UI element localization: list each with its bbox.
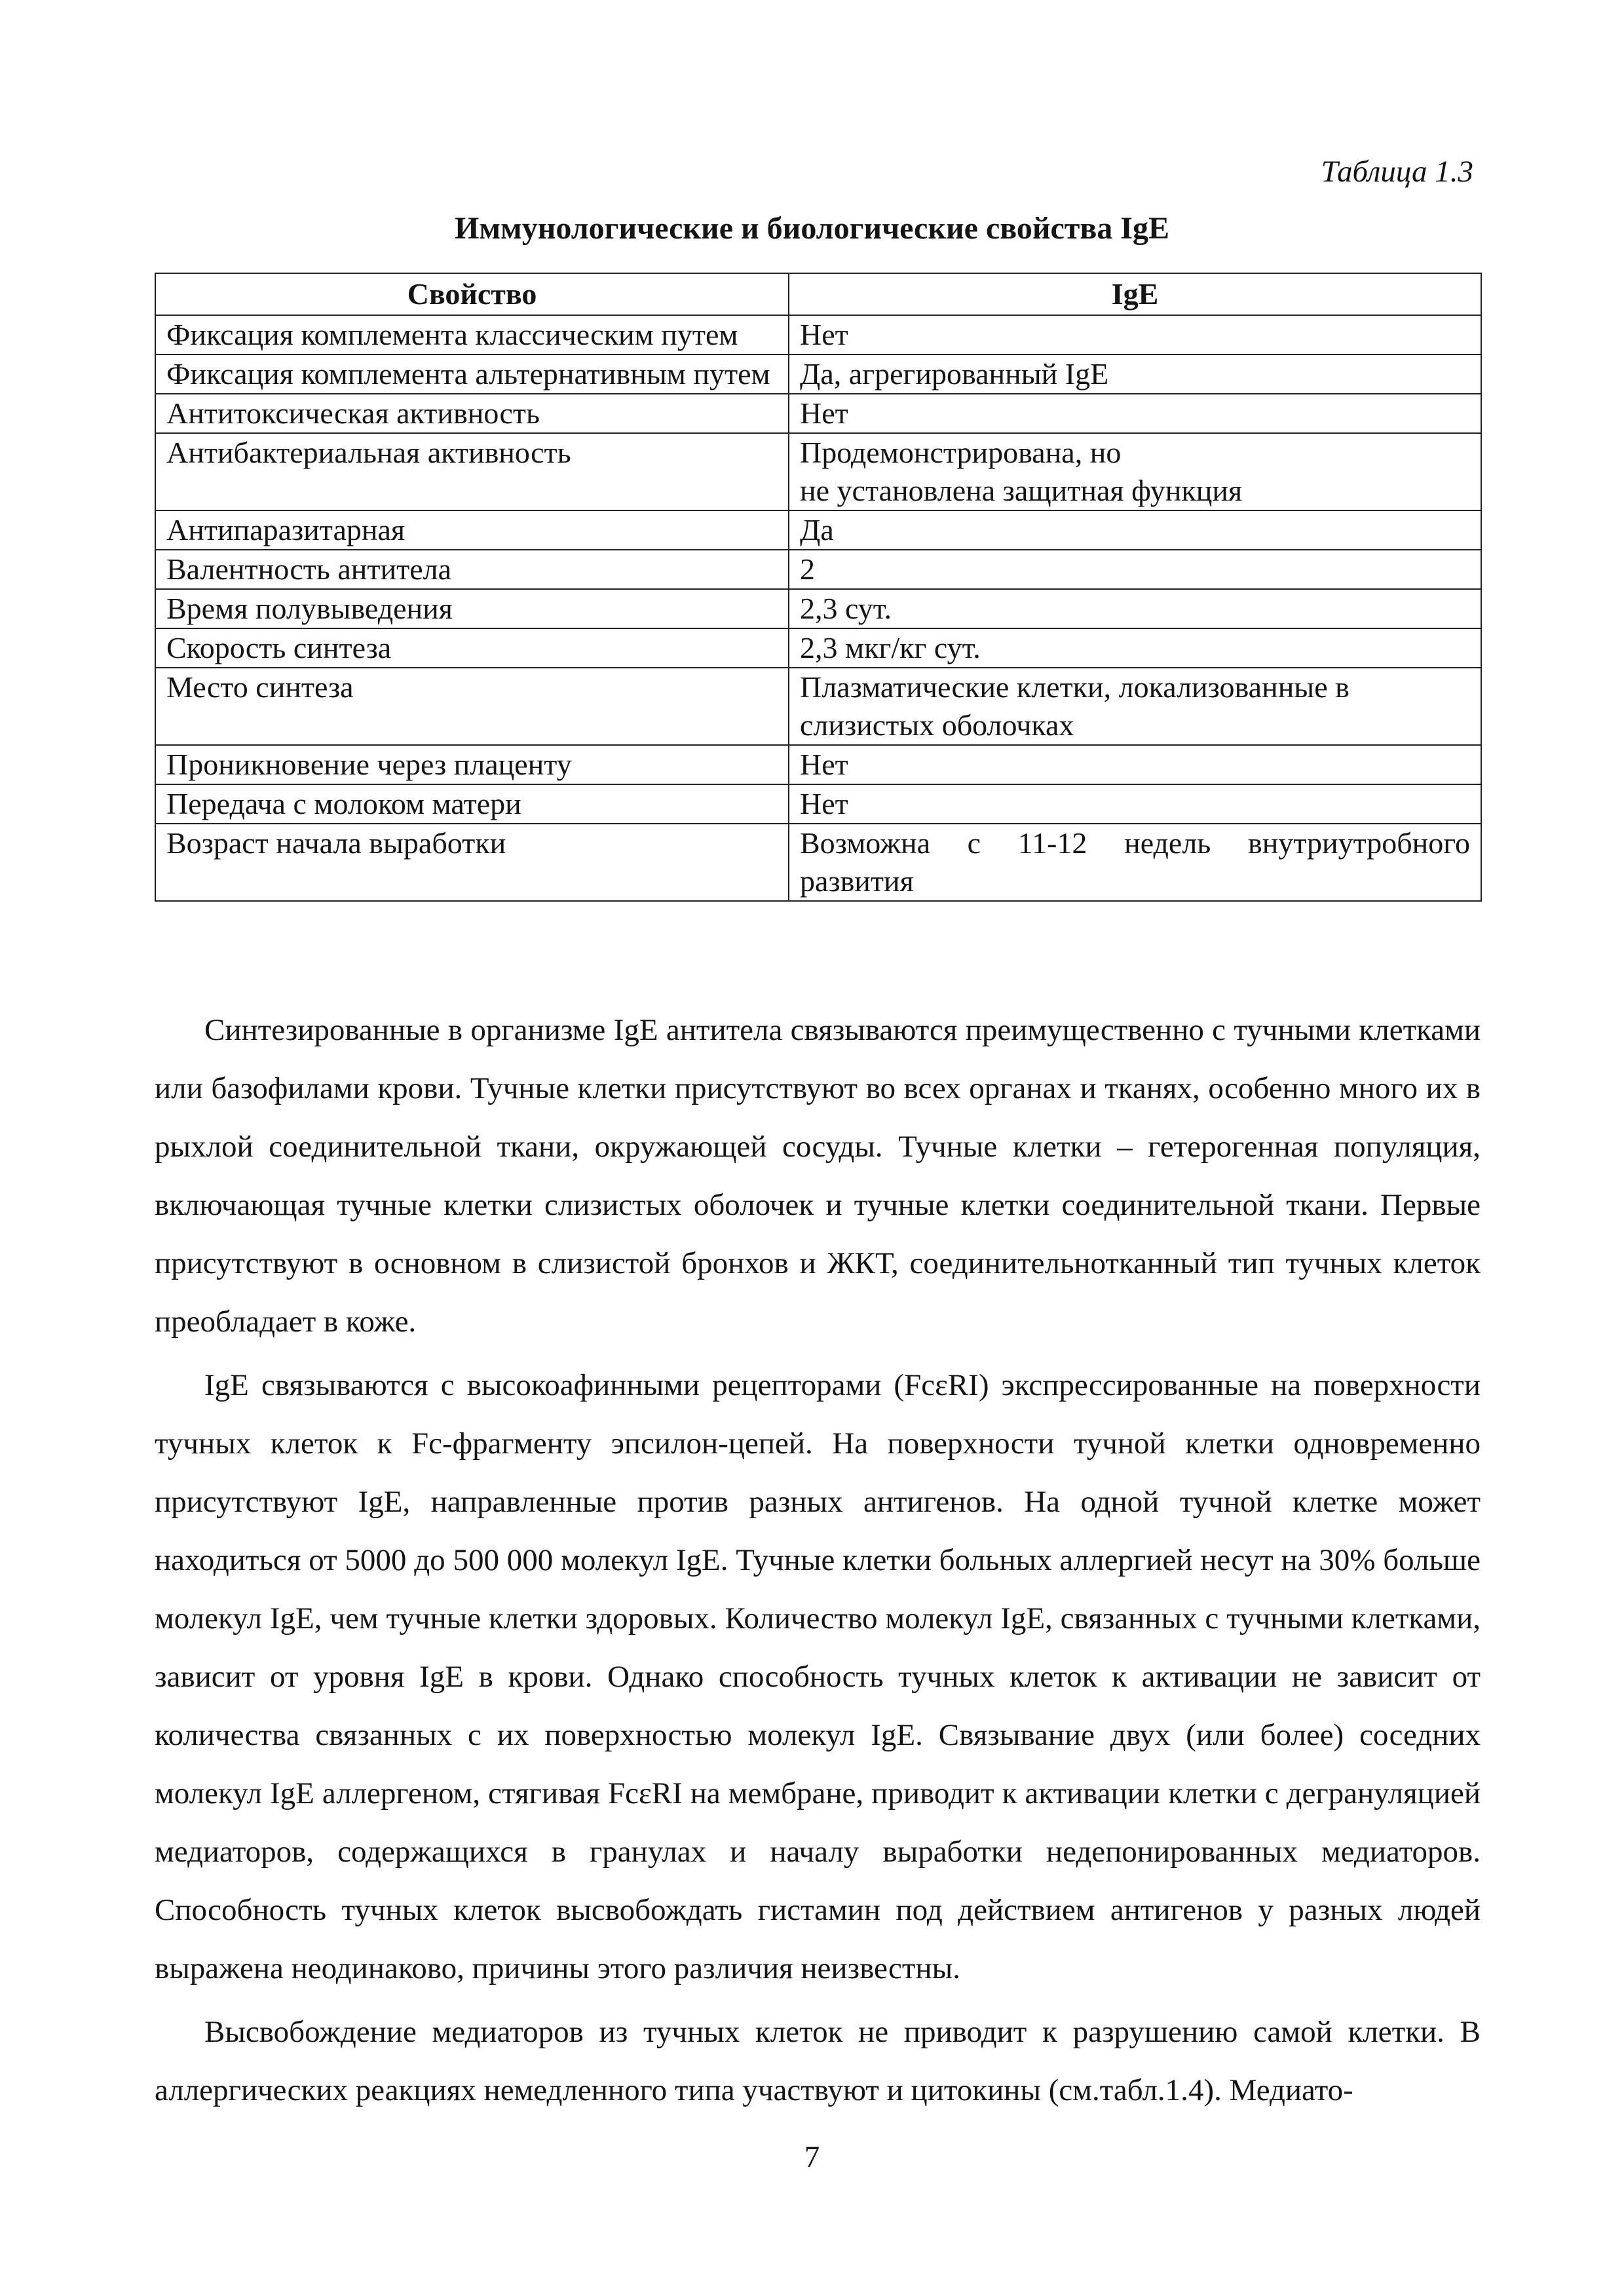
body-text (155, 1001, 1481, 2120)
value-cell: 2,3 сут. (789, 589, 1481, 628)
table-row (155, 354, 1481, 394)
table-header-row (155, 273, 1481, 315)
table-row (155, 628, 1481, 668)
value-line: не установлена защитная функция (800, 474, 1243, 507)
value-cell: 2,3 мкг/кг сут. (789, 628, 1481, 668)
properties-table (155, 273, 1482, 902)
property-cell: Возраст начала выработки (155, 824, 789, 901)
table-row (155, 668, 1481, 745)
property-cell: Фиксация комплемента альтернативным путем (155, 354, 789, 394)
value-cell: 2 (789, 550, 1481, 589)
value-cell: Да (789, 510, 1481, 550)
property-cell: Передача с молоком матери (155, 784, 789, 824)
value-line: развития (800, 864, 914, 898)
table-caption: Таблица 1.3 (1321, 155, 1473, 189)
value-cell (789, 433, 1481, 510)
table-row (155, 550, 1481, 589)
value-cell: Да, агрегированный IgE (789, 354, 1481, 394)
property-cell: Валентность антитела (155, 550, 789, 589)
table-row (155, 824, 1481, 901)
property-cell: Антибактериальная активность (155, 433, 789, 510)
value-cell: Нет (789, 784, 1481, 824)
property-cell: Проникновение через плаценту (155, 745, 789, 784)
table-row (155, 745, 1481, 784)
paragraph: Синтезированные в организме IgE антитела связываются преимущественно с тучными клетками или базофилами крови. Тучные клетки присутствуют во всех органах и тканях, особенно много их в рыхлой соединительной ткани, окружающей сосуды. Тучные клетки – гетерогенная популяция, включающая тучные клетки слизистых оболочек и тучные клетки соединительной ткани. Первые присутствуют в основном в слизистой бронхов и ЖКТ, соединительнотканный тип тучных клеток преобладает в коже. (155, 1013, 1481, 1339)
value-line: Возможна с 11-12 недель внутриутробного (800, 826, 1470, 860)
column-header-property: Свойство (155, 273, 789, 315)
value-cell: Нет (789, 745, 1481, 784)
property-cell: Место синтеза (155, 668, 789, 745)
value-cell: Нет (789, 315, 1481, 354)
value-cell: Нет (789, 394, 1481, 433)
table-row (155, 394, 1481, 433)
table-row (155, 589, 1481, 628)
column-header-ige: IgE (789, 273, 1481, 315)
paragraph: IgE связываются с высокоафинными рецепторами (FcεRI) экспрессированные на поверхности тучных клеток к Fc-фрагменту эпсилон-цепей. На поверхности тучной клетки одновременно присутствуют IgE, направленные против разных антигенов. На одной тучной клетке может находиться от 5000 до 500 000 молекул IgE. Тучные клетки больных аллергией несут на 30% больше молекул IgE, чем тучные клетки здоровых. Количество молекул IgE, связанных с тучными клетками, зависит от уровня IgE в крови. Однако способность тучных клеток к активации не зависит от количества связанных с их поверхностью молекул IgE. Связывание двух (или более) соседних молекул IgE аллергеном, стягивая FcεRI на мембране, приводит к активации клетки с дегрануляцией медиаторов, содержащихся в гранулах и началу выработки недепонированных медиаторов. Способность тучных клеток высвобождать гистамин под действием антигенов у разных людей выражена неодинаково, причины этого различия неизвестны. (155, 1368, 1481, 1985)
value-cell: Плазматические клетки, локализованные в слизистых оболочках (789, 668, 1481, 745)
property-cell: Фиксация комплемента классическим путем (155, 315, 789, 354)
table-row (155, 433, 1481, 510)
property-cell: Антитоксическая активность (155, 394, 789, 433)
table-title: Иммунологические и биологические свойства IgE (454, 211, 1169, 246)
value-cell (789, 824, 1481, 901)
table-row (155, 784, 1481, 824)
property-cell: Скорость синтеза (155, 628, 789, 668)
property-cell: Время полувыведения (155, 589, 789, 628)
table-row (155, 315, 1481, 354)
paragraph: Высвобождение медиаторов из тучных клеток не приводит к разрушению самой клетки. В аллергических реакциях немедленного типа участвуют и цитокины (см.табл.1.4). Медиато- (155, 2015, 1481, 2107)
property-cell: Антипаразитарная (155, 510, 789, 550)
table-row (155, 510, 1481, 550)
value-line: Продемонстрирована, но (800, 436, 1122, 469)
page-number: 7 (804, 2140, 820, 2174)
